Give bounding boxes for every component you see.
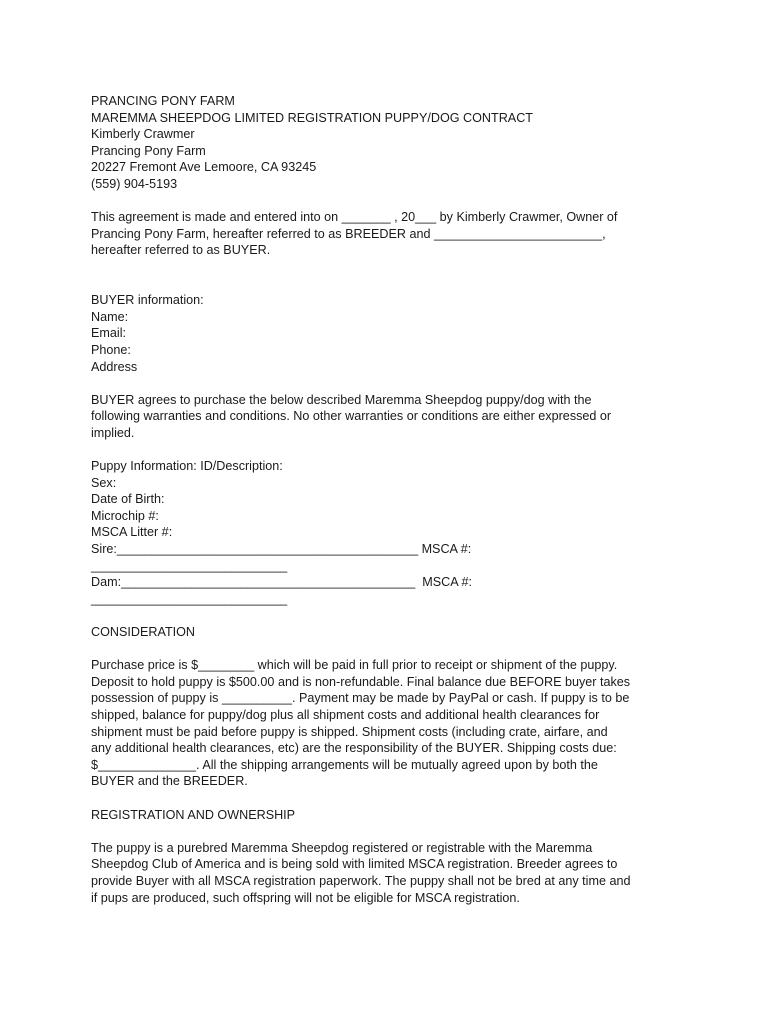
owner-name: Kimberly Crawmer [91,127,195,142]
buyer-info-heading: BUYER information: [91,293,204,308]
consideration-line: possession of puppy is __________. Payment may be made by PayPal or cash. If puppy is to be [91,691,630,706]
consideration-line: Purchase price is $________ which will be paid in full prior to receipt or shipment of the puppy. [91,658,618,673]
consideration-line: any additional health clearances, etc) are the responsibility of the BUYER. Shipping costs due: [91,741,617,756]
puppy-litter-label: MSCA Litter #: [91,525,173,540]
spacer [91,193,691,210]
warranty-line: implied. [91,425,135,440]
farm-phone: (559) 904-5193 [91,176,178,191]
registration-line: Sheepdog Club of America and is being sold with limited MSCA registration. Breeder agrees to [91,857,618,872]
spacer [91,375,691,392]
consideration-line: shipped, balance for puppy/dog plus all shipment costs and additional health clearances for [91,707,600,722]
farm-name: PRANCING PONY FARM [91,94,235,108]
consideration-line: shipment must be paid before puppy is shipped. Shipment costs (including crate, airfare, and [91,724,608,739]
consideration-line: Deposit to hold puppy is $500.00 and is non-refundable. Final balance due BEFORE buyer takes [91,674,631,689]
agreement-line: Prancing Pony Farm, hereafter referred to as BREEDER and ________________________, [91,226,606,241]
consideration-section [91,624,691,790]
puppy-info-block [91,458,691,607]
sire-line: Sire:___________________________________________ MSCA #: [91,542,472,557]
warranty-line: BUYER agrees to purchase the below described Maremma Sheepdog puppy/dog with the [91,392,592,407]
agreement-paragraph [91,209,691,259]
warranty-line: following warranties and conditions. No other warranties or conditions are either expressed or [91,409,612,424]
farm-name-line: Prancing Pony Farm [91,143,206,158]
puppy-microchip-label: Microchip #: [91,508,159,523]
puppy-dob-label: Date of Birth: [91,492,165,507]
agreement-line: This agreement is made and entered into on _______ , 20___ by Kimberly Crawmer, Owner of [91,210,618,225]
spacer [91,259,691,292]
buyer-address-label: Address [91,359,138,374]
registration-line: provide Buyer with all MSCA registration paperwork. The puppy shall not be bred at any time and [91,873,631,888]
consideration-line: $______________. All the shipping arrangements will be mutually agreed upon by both the [91,757,598,772]
spacer [91,607,691,624]
warranty-paragraph [91,392,691,442]
buyer-phone-label: Phone: [91,342,131,357]
agreement-line: hereafter referred to as BUYER. [91,243,271,258]
buyer-email-label: Email: [91,326,126,341]
header-block [91,93,691,193]
registration-section [91,807,691,907]
spacer [91,641,691,658]
sire-msca-line: ____________________________ [91,558,288,573]
buyer-name-label: Name: [91,309,129,324]
registration-line: if pups are produced, such offspring will not be eligible for MSCA registration. [91,890,520,905]
puppy-info-heading: Puppy Information: ID/Description: [91,459,283,474]
spacer [91,823,691,840]
dam-msca-line: ____________________________ [91,591,288,606]
spacer [91,441,691,458]
registration-line: The puppy is a purebred Maremma Sheepdog registered or registrable with the Maremma [91,840,593,855]
registration-heading: REGISTRATION AND OWNERSHIP [91,807,296,822]
dam-line: Dam:__________________________________________ MSCA #: [91,575,472,590]
farm-address: 20227 Fremont Ave Lemoore, CA 93245 [91,160,317,175]
contract-title: MAREMMA SHEEPDOG LIMITED REGISTRATION PUPPY/DOG CONTRACT [91,110,533,125]
document-page [91,93,691,906]
buyer-info-block [91,292,691,375]
puppy-sex-label: Sex: [91,475,117,490]
consideration-line: BUYER and the BREEDER. [91,774,248,789]
consideration-heading: CONSIDERATION [91,625,196,639]
spacer [91,790,691,807]
